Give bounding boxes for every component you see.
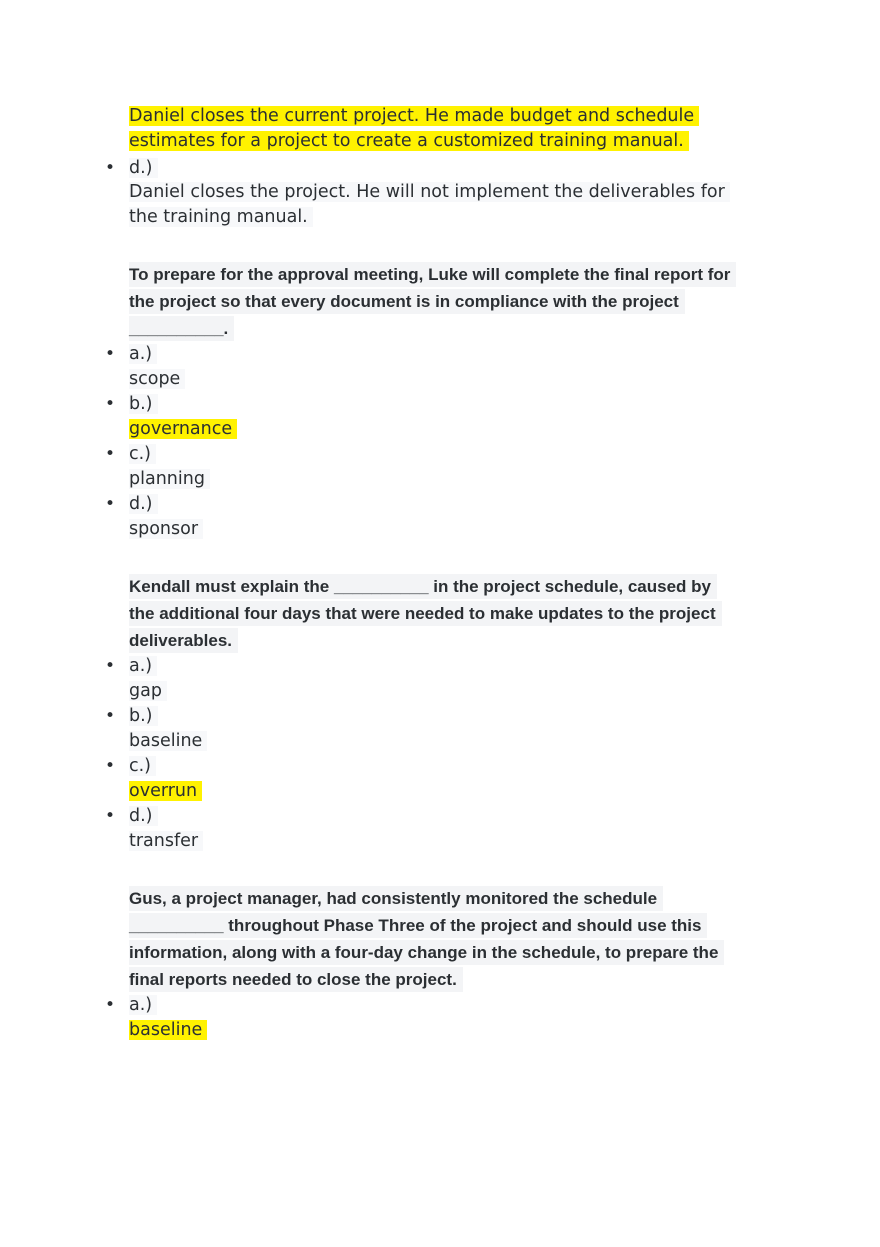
bullet-icon: • — [105, 706, 116, 726]
option-label-row — [105, 156, 769, 181]
option-label-row — [105, 492, 769, 517]
option-label: b.) — [129, 706, 158, 726]
option-text: transfer — [129, 829, 769, 854]
option-text: Daniel closes the project. He will not implement the deliverables for the training manual. — [129, 180, 729, 230]
option-label: c.) — [129, 444, 156, 464]
question-1 — [129, 261, 749, 342]
option-label-row — [105, 654, 769, 679]
document-page — [105, 104, 769, 1043]
option-label: a.) — [129, 995, 157, 1015]
bullet-icon: • — [105, 806, 116, 826]
option-label: d.) — [129, 158, 158, 178]
bullet-icon: • — [105, 158, 116, 178]
option-label-row — [105, 342, 769, 367]
option-text: scope — [129, 367, 769, 392]
question-text: To prepare for the approval meeting, Luke will complete the final report for the project so that every document is in compliance with the project __________. — [129, 262, 736, 341]
bullet-icon: • — [105, 756, 116, 776]
option-text-correct: baseline — [129, 1018, 769, 1043]
question-2 — [129, 573, 739, 654]
option-text-correct: governance — [129, 417, 769, 442]
option-text: sponsor — [129, 517, 769, 542]
option-label: b.) — [129, 394, 158, 414]
option-text-correct: overrun — [129, 779, 769, 804]
bullet-icon: • — [105, 494, 116, 514]
intro-highlighted-answer — [129, 104, 704, 154]
option-label-row — [105, 754, 769, 779]
option-label-row — [105, 392, 769, 417]
options-list-3 — [105, 993, 769, 1043]
question-text: Kendall must explain the __________ in the project schedule, caused by the additional four days that were needed to make updates to the project deliverables. — [129, 574, 722, 653]
option-label: d.) — [129, 494, 158, 514]
option-label: d.) — [129, 806, 158, 826]
bullet-icon: • — [105, 995, 116, 1015]
bullet-icon: • — [105, 444, 116, 464]
bullet-icon: • — [105, 344, 116, 364]
option-text: gap — [129, 679, 769, 704]
options-list-1 — [105, 342, 769, 542]
option-label-row — [105, 993, 769, 1018]
option-label: a.) — [129, 656, 157, 676]
option-text: baseline — [129, 729, 769, 754]
bullet-icon: • — [105, 394, 116, 414]
question-text: Gus, a project manager, had consistently monitored the schedule __________ throughout Phase Three of the project and should use this information, along with a four-day change in the schedule, to prepare the final reports needed to close the project. — [129, 886, 724, 992]
answer-text: Daniel closes the current project. He made budget and schedule estimates for a project to create a customized training manual. — [129, 106, 699, 151]
bullet-icon: • — [105, 656, 116, 676]
option-label-row — [105, 442, 769, 467]
option-label: c.) — [129, 756, 156, 776]
option-label-row — [105, 804, 769, 829]
options-list-2 — [105, 654, 769, 854]
option-label: a.) — [129, 344, 157, 364]
option-label-row — [105, 704, 769, 729]
question-3 — [129, 885, 739, 993]
option-text: planning — [129, 467, 769, 492]
